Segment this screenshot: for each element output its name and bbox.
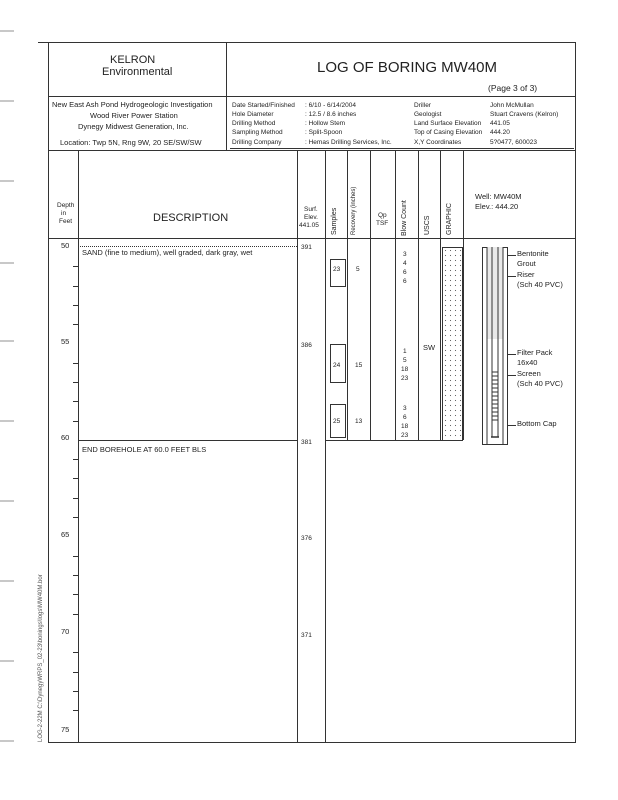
info-value: : 12.5 / 8.6 inches bbox=[305, 111, 357, 118]
project-line-3: Dynegy Midwest Generation, Inc. bbox=[78, 122, 189, 131]
blow-count: 4 bbox=[403, 260, 407, 267]
blow-count: 18 bbox=[401, 423, 409, 430]
end-borehole: END BOREHOLE AT 60.0 FEET BLS bbox=[82, 445, 207, 454]
depth-tick bbox=[73, 691, 79, 692]
depth-tick bbox=[73, 710, 79, 711]
info-label: Sampling Method bbox=[232, 129, 283, 136]
bottom-cap-label: Bottom Cap bbox=[517, 419, 557, 428]
project-location: Location: Twp 5N, Rng 9W, 20 SE/SW/SW bbox=[60, 138, 202, 147]
depth-tick bbox=[73, 421, 79, 422]
info-label: Top of Casing Elevation bbox=[414, 129, 483, 136]
binder-mark bbox=[0, 100, 14, 102]
sample-number: 23 bbox=[333, 266, 341, 273]
info-underline bbox=[230, 148, 574, 149]
blow-count: 3 bbox=[403, 251, 407, 258]
column-divider bbox=[297, 150, 298, 742]
blow-count: 6 bbox=[403, 269, 407, 276]
blow-count: 1 bbox=[403, 348, 407, 355]
depth-label: 55 bbox=[61, 337, 70, 346]
depth-tick bbox=[73, 652, 79, 653]
screen-label: (Sch 40 PVC) bbox=[517, 379, 563, 388]
depth-label: 65 bbox=[61, 530, 70, 539]
info-label: Date Started/Finished bbox=[232, 102, 295, 109]
elevation-label: 386 bbox=[301, 342, 312, 349]
depth-tick bbox=[73, 517, 79, 518]
binder-mark bbox=[0, 340, 14, 342]
well-header: Well: MW40M bbox=[475, 192, 522, 201]
frame-left bbox=[48, 42, 49, 742]
info-label: Drilling Company bbox=[232, 139, 282, 146]
binder-mark bbox=[0, 500, 14, 502]
riser-label: Riser bbox=[517, 270, 535, 279]
sample-number: 25 bbox=[333, 418, 341, 425]
blow-count: 23 bbox=[401, 375, 409, 382]
binder-mark bbox=[0, 180, 14, 182]
depth-tick bbox=[73, 575, 79, 576]
company-subtitle: Environmental bbox=[102, 66, 173, 78]
depth-tick bbox=[73, 459, 79, 460]
screen-label: Screen bbox=[517, 369, 541, 378]
qp-header: TSF bbox=[376, 220, 389, 227]
sample-recovery: 5 bbox=[356, 266, 360, 273]
depth-tick bbox=[73, 614, 79, 615]
soil-graphic bbox=[442, 247, 463, 441]
elevation-header: Surf. bbox=[304, 206, 318, 213]
depth-header: Feet bbox=[59, 218, 73, 225]
info-rule bbox=[48, 150, 576, 151]
sand-description: SAND (fine to medium), well graded, dark gray, wet bbox=[82, 248, 253, 257]
depth-tick bbox=[73, 401, 79, 402]
info-label: Driller bbox=[414, 102, 431, 109]
elevation-header: 441.05 bbox=[299, 222, 319, 229]
file-path-stamp: LOG-2-22M C:\DynegyWRPS_02-23\bonings\logs\MW40M.bor bbox=[38, 574, 44, 742]
depth-header: Depth bbox=[57, 202, 75, 209]
depth-header: in bbox=[61, 210, 67, 217]
depth-tick bbox=[73, 305, 79, 306]
label-leader bbox=[508, 255, 516, 256]
filter-pack-label: Filter Pack bbox=[517, 348, 553, 357]
recovery-header: Recovery (inches) bbox=[351, 186, 357, 235]
column-divider bbox=[370, 150, 371, 440]
depth-tick bbox=[73, 324, 79, 325]
elevation-label: 391 bbox=[301, 244, 312, 251]
info-value: : Hollow Stem bbox=[305, 120, 346, 127]
binder-mark bbox=[0, 660, 14, 662]
filter-pack-label: 16x40 bbox=[517, 358, 538, 367]
info-value: Stuart Cravens (Kelron) bbox=[490, 111, 559, 118]
uscs-code: SW bbox=[423, 343, 436, 352]
blow-count: 5 bbox=[403, 357, 407, 364]
column-divider bbox=[395, 150, 396, 440]
project-line-1: New East Ash Pond Hydrogeologic Investigation bbox=[52, 100, 213, 109]
header-divider bbox=[226, 42, 227, 150]
column-rule bbox=[48, 238, 576, 239]
depth-tick bbox=[73, 594, 79, 595]
uscs-header: USCS bbox=[424, 215, 431, 235]
info-label: Land Surface Elevation bbox=[414, 120, 482, 127]
bentonite-label: Grout bbox=[517, 259, 536, 268]
project-line-2: Wood River Power Station bbox=[90, 111, 178, 120]
header-rule bbox=[48, 96, 576, 97]
graphic-header: GRAPHIC bbox=[446, 203, 453, 235]
depth-tick bbox=[73, 556, 79, 557]
sample-recovery: 13 bbox=[355, 418, 363, 425]
binder-mark bbox=[0, 30, 14, 32]
binder-mark bbox=[0, 580, 14, 582]
info-value: : Hemas Drilling Services, Inc. bbox=[305, 139, 392, 146]
blow-count: 3 bbox=[403, 405, 407, 412]
depth-tick bbox=[73, 286, 79, 287]
well-construction-graphic bbox=[482, 247, 508, 445]
binder-mark bbox=[0, 740, 14, 742]
info-value: 5?0477, 600023 bbox=[490, 139, 537, 146]
log-title: LOG OF BORING MW40M bbox=[317, 59, 498, 76]
info-value: 441.05 bbox=[490, 120, 510, 127]
well-header: Elev.: 444.20 bbox=[475, 202, 519, 211]
info-value: : Split-Spoon bbox=[305, 129, 343, 136]
blow-count-header: Blow Count bbox=[401, 200, 408, 236]
elevation-label: 371 bbox=[301, 632, 312, 639]
unit-base-line bbox=[78, 440, 297, 441]
top-rule bbox=[38, 42, 576, 43]
info-label: Drilling Method bbox=[232, 120, 276, 127]
depth-label: 60 bbox=[61, 433, 70, 442]
depth-tick bbox=[73, 498, 79, 499]
binder-mark bbox=[0, 420, 14, 422]
unit-top-line bbox=[78, 246, 297, 247]
label-leader bbox=[508, 354, 516, 355]
description-header: DESCRIPTION bbox=[153, 212, 229, 224]
column-divider bbox=[325, 150, 326, 742]
column-divider bbox=[78, 150, 79, 742]
sample-recovery: 15 bbox=[355, 362, 363, 369]
label-leader bbox=[508, 276, 516, 277]
binder-mark bbox=[0, 262, 14, 264]
column-divider bbox=[347, 150, 348, 440]
company-name: KELRON bbox=[110, 54, 156, 66]
bentonite-label: Bentonite bbox=[517, 249, 549, 258]
qp-header: Qp bbox=[378, 212, 387, 219]
elevation-header: Elev. bbox=[304, 214, 318, 221]
frame-right bbox=[575, 42, 576, 742]
elevation-label: 376 bbox=[301, 535, 312, 542]
depth-label: 70 bbox=[61, 627, 70, 636]
blow-count: 18 bbox=[401, 366, 409, 373]
well-diagram bbox=[482, 247, 508, 445]
column-divider bbox=[463, 150, 464, 440]
depth-tick bbox=[73, 478, 79, 479]
label-leader bbox=[508, 425, 516, 426]
sample-number: 24 bbox=[333, 362, 341, 369]
info-value: : 6/10 - 6/14/2004 bbox=[305, 102, 356, 109]
elevation-label: 381 bbox=[301, 439, 312, 446]
depth-tick bbox=[73, 363, 79, 364]
depth-tick bbox=[73, 672, 79, 673]
depth-label: 50 bbox=[61, 241, 70, 250]
blow-count: 6 bbox=[403, 414, 407, 421]
info-label: Geologist bbox=[414, 111, 442, 118]
blow-count: 6 bbox=[403, 278, 407, 285]
column-divider bbox=[418, 150, 419, 440]
depth-tick bbox=[73, 382, 79, 383]
info-label: Hole Diameter bbox=[232, 111, 274, 118]
depth-label: 75 bbox=[61, 725, 70, 734]
depth-tick bbox=[73, 266, 79, 267]
samples-header: Samples bbox=[331, 207, 338, 235]
blow-count: 23 bbox=[401, 432, 409, 439]
column-divider bbox=[440, 150, 441, 440]
label-leader bbox=[508, 375, 516, 376]
info-value: 444.20 bbox=[490, 129, 510, 136]
info-label: X,Y Coordinates bbox=[414, 139, 462, 146]
riser-label: (Sch 40 PVC) bbox=[517, 280, 563, 289]
info-value: John McMullan bbox=[490, 102, 534, 109]
bottom-rule bbox=[48, 742, 576, 743]
page-number: (Page 3 of 3) bbox=[488, 83, 538, 93]
